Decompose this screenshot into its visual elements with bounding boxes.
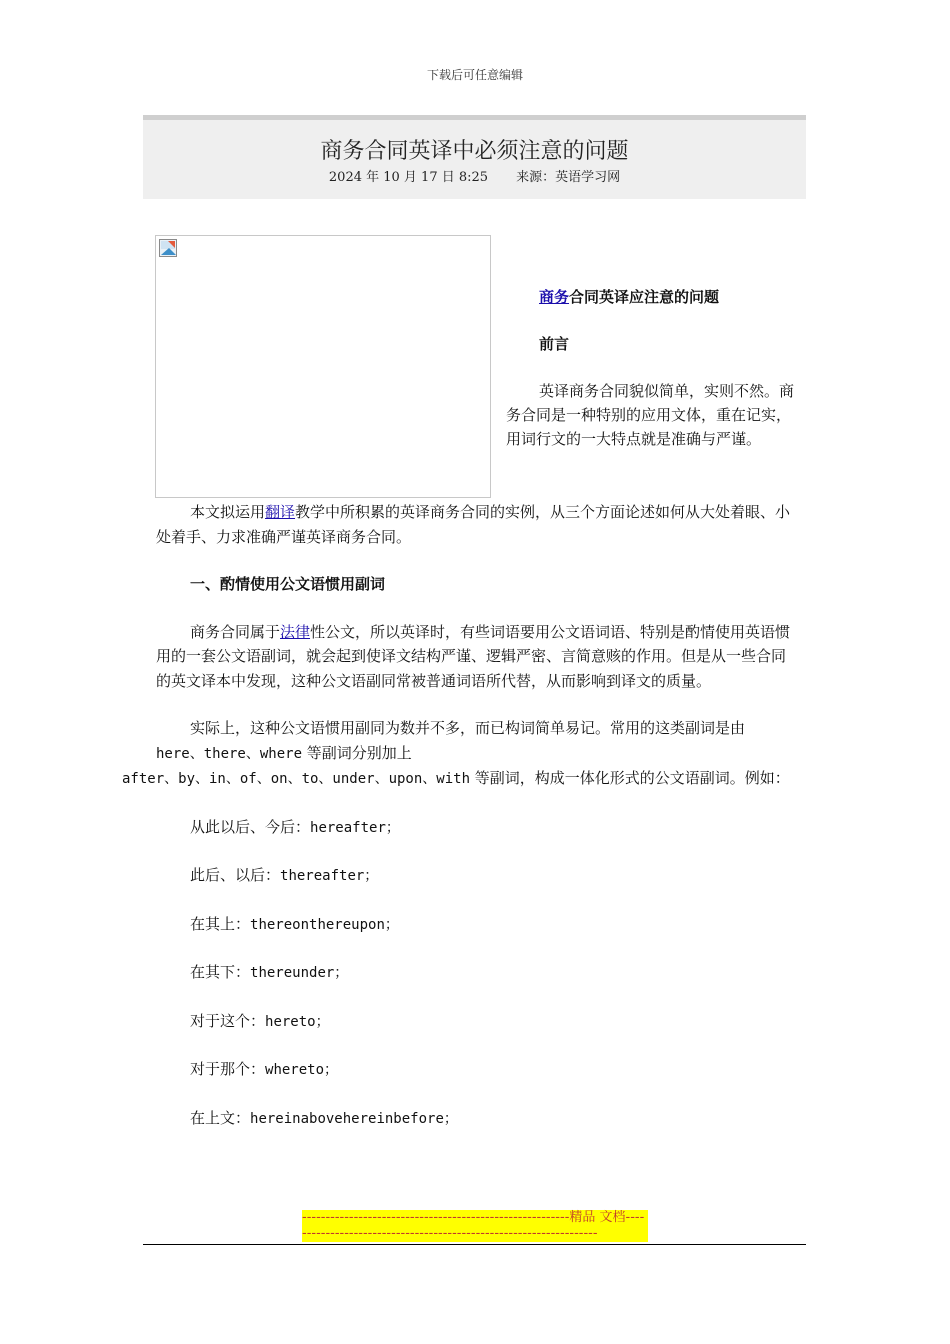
preface-heading: 前言: [539, 335, 570, 353]
example-item: 从此以后、今后：hereafter；: [190, 817, 400, 836]
example-item: 对于这个：hereto；: [190, 1011, 330, 1030]
example-item: 在上文：hereinabovehereinbefore；: [190, 1108, 458, 1127]
article-date: 2024 年 10 月 17 日 8:25: [328, 170, 489, 185]
section-1-heading: 一、酌情使用公文语惯用副词: [190, 575, 386, 593]
footer-watermark: ---------------------------------------------------------精品 文档-------------------------------------------------------------------: [302, 1210, 648, 1242]
header-note: 下载后可任意编辑: [426, 68, 523, 82]
section-heading: 商务合同英译应注意的问题: [539, 288, 720, 306]
footer-divider: [143, 1244, 806, 1245]
broken-image-icon: [159, 239, 177, 257]
link-business[interactable]: 商务: [539, 288, 570, 306]
paragraph-2: 商务合同属于法律性公文，所以英译时，有些词语要用公文语词语、特别是酌情使用英语惯用的一套公文语副词，就会起到使译文结构严谨、逻辑严密、言简意赅的作用。但是从一些合同的英文译本中发现，这种公文语副同常被普通词语所代替，从而影响到译文的质量。: [156, 622, 791, 690]
article-header: [143, 115, 806, 199]
intro-column: [506, 285, 796, 451]
article-title: 商务合同英译中必须注意的问题: [320, 139, 629, 164]
article-body: [122, 500, 796, 1131]
link-translation[interactable]: 翻译: [265, 503, 296, 521]
example-item: 在其下：thereunder；: [190, 963, 349, 981]
paragraph-1: 本文拟运用翻译教学中所积累的英译商务合同的实例，从三个方面论述如何从大处着眼、小处着手、力求准确严谨英译商务合同。: [156, 503, 791, 546]
article-meta: [143, 166, 806, 185]
intro-paragraph: 英译商务合同貌似简单，实则不然。商务合同是一种特别的应用文体，重在记实，用词行文的一大特点就是准确与严谨。: [506, 382, 795, 448]
paragraph-3: 实际上，这种公文语惯用副同为数并不多，而已构词简单易记。常用的这类副词是由 here、there、where 等副词分别加上 after、by、in、of、on、to、under、upon、with 等副词，构成一体化形式的公文语副词。例如：: [122, 719, 790, 787]
example-item: 对于那个：whereto；: [190, 1060, 339, 1078]
example-item: 在其上：thereonthereupon；: [190, 914, 399, 933]
article-source: 来源：英语学习网: [516, 170, 621, 185]
example-item: 此后、以后：thereafter；: [190, 866, 379, 884]
image-placeholder: [155, 235, 491, 498]
link-law[interactable]: 法律: [280, 622, 311, 641]
